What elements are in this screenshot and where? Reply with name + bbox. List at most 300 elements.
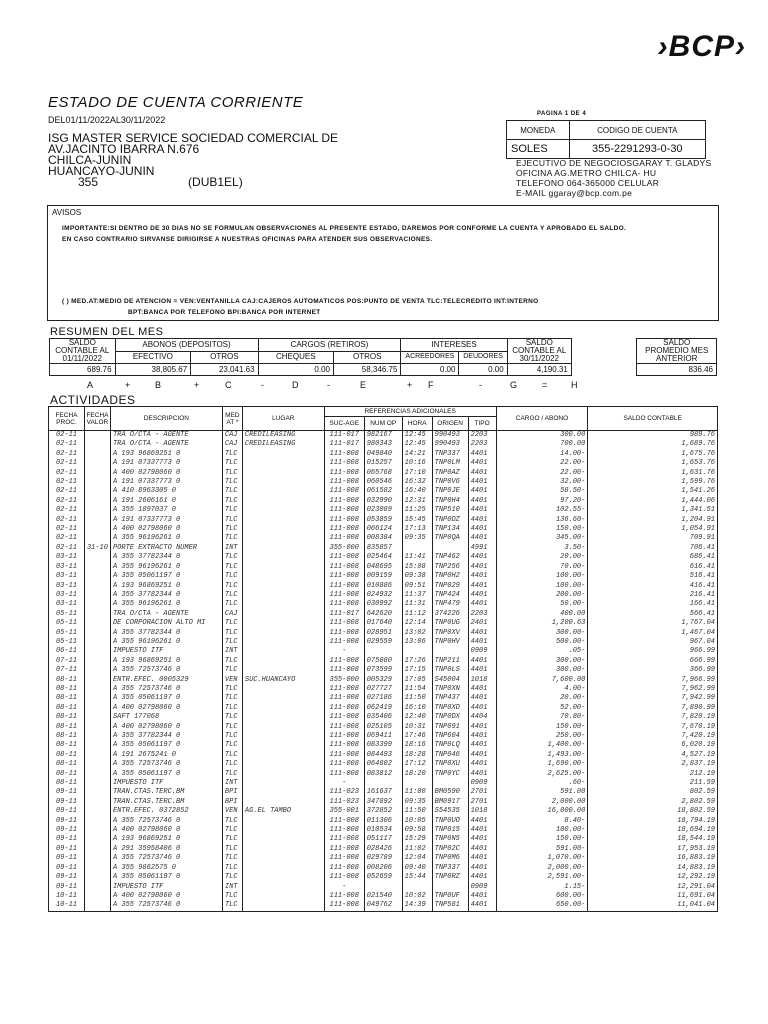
cell-num-op: 084493 — [364, 751, 402, 760]
cell-hora: 11:41 — [402, 553, 432, 562]
cell-fecha-valor — [84, 629, 110, 638]
cell-descripcion: A 191 07337773 0 — [110, 516, 222, 525]
table-row — [49, 873, 718, 882]
cell-num-op — [364, 779, 402, 788]
cell-lugar — [242, 600, 324, 609]
formula-symbol: + — [125, 380, 131, 390]
cell-tipo: 4401 — [468, 591, 496, 600]
cell-fecha-valor — [84, 591, 110, 600]
cell-hora: 13:06 — [402, 638, 432, 647]
cell-suc-age: 111-008 — [324, 685, 364, 694]
otros2-label: OTROS — [334, 351, 401, 364]
cell-hora: 12:31 — [402, 497, 432, 506]
cell-saldo: 11,041.04 — [588, 901, 718, 911]
cell-tipo: 4401 — [468, 751, 496, 760]
cell-num-op: 023089 — [364, 506, 402, 515]
cell-num-op: 025464 — [364, 553, 402, 562]
cell-tipo: 4401 — [468, 704, 496, 713]
cell-fecha-proc: 07-11 — [49, 666, 85, 675]
cell-hora: 17:12 — [402, 760, 432, 769]
cell-lugar: CREDILEASING — [242, 440, 324, 449]
cell-origen: TNP0QA — [432, 534, 468, 543]
table-row — [49, 741, 718, 750]
cell-med-at: INT — [222, 779, 242, 788]
cell-cargo-abono: 400.00 — [496, 610, 588, 619]
cell-hora: 09:58 — [402, 826, 432, 835]
cell-suc-age: 111-008 — [324, 572, 364, 581]
table-row — [49, 497, 718, 506]
table-row — [49, 544, 718, 553]
cell-num-op: 008206 — [364, 864, 402, 873]
cell-saldo: 1,444.06 — [588, 497, 718, 506]
cell-hora: 11:54 — [402, 685, 432, 694]
cell-origen: TNP0LM — [432, 459, 468, 468]
cell-cargo-abono: 100.00- — [496, 826, 588, 835]
cell-cargo-abono: 58.50- — [496, 487, 588, 496]
table-row — [49, 751, 718, 760]
cell-fecha-proc: 10-11 — [49, 901, 85, 911]
cell-fecha-proc: 02-11 — [49, 431, 85, 441]
cell-med-at: TLC — [222, 582, 242, 591]
cell-num-op: 027727 — [364, 685, 402, 694]
table-row — [49, 469, 718, 478]
cell-lugar: AG.EL TAMBO — [242, 807, 324, 816]
exec-phone: TELEFONO 064-365000 CELULAR — [516, 178, 660, 188]
cell-cargo-abono: 150.00- — [496, 723, 588, 732]
cell-hora: 16:10 — [402, 704, 432, 713]
cell-lugar — [242, 770, 324, 779]
cell-fecha-proc: 08-11 — [49, 732, 85, 741]
cell-num-op: 982167 — [364, 431, 402, 441]
cell-cargo-abono: 150.00- — [496, 835, 588, 844]
cell-tipo: 4401 — [468, 534, 496, 543]
cell-origen: TNP0DX — [432, 713, 468, 722]
cell-cargo-abono: 14.00- — [496, 450, 588, 459]
cell-saldo: 7,670.19 — [588, 723, 718, 732]
cell-origen: TNP029 — [432, 582, 468, 591]
cell-fecha-valor — [84, 582, 110, 591]
table-row — [49, 817, 718, 826]
cell-fecha-valor — [84, 807, 110, 816]
cell-saldo: 1,054.91 — [588, 525, 718, 534]
cell-hora: 09:35 — [402, 534, 432, 543]
cell-lugar — [242, 487, 324, 496]
cheques-label: CHEQUES — [258, 351, 333, 364]
cell-fecha-proc: 08-11 — [49, 723, 85, 732]
saldo-inicial-fecha: 01/11/2022 — [62, 354, 102, 363]
cell-suc-age: 111-008 — [324, 563, 364, 572]
cell-hora: 11:31 — [402, 600, 432, 609]
cell-hora: 12:45 — [402, 440, 432, 449]
cell-lugar — [242, 685, 324, 694]
cell-descripcion: A 355 72573746 0 — [110, 666, 222, 675]
cell-num-op: 011306 — [364, 817, 402, 826]
cell-descripcion: A 191 2675241 0 — [110, 751, 222, 760]
cell-med-at: TLC — [222, 629, 242, 638]
cell-origen: TNP0V6 — [432, 478, 468, 487]
cell-cargo-abono: 1,400.00- — [496, 741, 588, 750]
cell-med-at: TLC — [222, 600, 242, 609]
cell-fecha-valor — [84, 638, 110, 647]
cell-saldo: 16,883.19 — [588, 854, 718, 863]
table-row — [49, 854, 718, 863]
cell-tipo: 4401 — [468, 459, 496, 468]
cell-descripcion: A 355 37782344 0 — [110, 732, 222, 741]
cell-med-at: TLC — [222, 854, 242, 863]
cell-saldo: 18,544.19 — [588, 835, 718, 844]
cell-hora: 10:31 — [402, 723, 432, 732]
table-row — [49, 629, 718, 638]
cell-saldo: 706.41 — [588, 544, 718, 553]
cell-cargo-abono: 1,200.63 — [496, 619, 588, 628]
cell-cargo-abono: 16,000.00 — [496, 807, 588, 816]
table-row — [49, 901, 718, 911]
cell-fecha-valor — [84, 760, 110, 769]
cell-med-at: BPI — [222, 788, 242, 797]
table-row — [49, 553, 718, 562]
cell-cargo-abono: 2,625.00- — [496, 770, 588, 779]
cell-fecha-proc: 02-11 — [49, 497, 85, 506]
cell-saldo: 4,527.19 — [588, 751, 718, 760]
cell-saldo: 666.99 — [588, 657, 718, 666]
cell-lugar — [242, 779, 324, 788]
cell-fecha-proc: 02-11 — [49, 450, 85, 459]
cell-fecha-valor — [84, 685, 110, 694]
cell-lugar — [242, 741, 324, 750]
cell-num-op: 083399 — [364, 741, 402, 750]
cell-num-op: 027186 — [364, 694, 402, 703]
cell-fecha-valor — [84, 553, 110, 562]
cell-num-op: 049840 — [364, 450, 402, 459]
formula-symbol: D — [292, 380, 299, 390]
cell-cargo-abono: 2,591.00- — [496, 873, 588, 882]
saldo-inicial-label: SALDO CONTABLE AL — [55, 338, 110, 355]
codigo-value: 355-2291293-0-30 — [569, 140, 705, 159]
cell-suc-age: 111-008 — [324, 487, 364, 496]
cell-fecha-proc: 09-11 — [49, 788, 85, 797]
cell-cargo-abono: 500.00- — [496, 638, 588, 647]
cell-suc-age: 111-008 — [324, 469, 364, 478]
cell-descripcion: ENTR.EFEC. 0005329 — [110, 676, 222, 685]
cell-lugar — [242, 892, 324, 901]
cell-tipo: 4401 — [468, 901, 496, 911]
cell-fecha-proc: 08-11 — [49, 713, 85, 722]
exec-name: EJECUTIVO DE NEGOCIOSGARAY T. GLADYS — [516, 158, 712, 168]
table-row — [49, 826, 718, 835]
cell-saldo: 967.04 — [588, 638, 718, 647]
th-saldo: SALDO CONTABLE — [588, 407, 718, 431]
cell-fecha-proc: 09-11 — [49, 807, 85, 816]
cell-descripcion: A 400 02798060 0 — [110, 704, 222, 713]
otros-value: 23,041.63 — [191, 364, 258, 376]
cell-hora: 17:26 — [402, 657, 432, 666]
cell-num-op: 065768 — [364, 469, 402, 478]
cell-origen: TNP581 — [432, 901, 468, 911]
formula-symbol: A — [87, 380, 94, 390]
cell-descripcion: A 355 9862575 0 — [110, 864, 222, 873]
cell-cargo-abono: 1,493.00- — [496, 751, 588, 760]
cell-fecha-valor — [84, 892, 110, 901]
cell-med-at: TLC — [222, 864, 242, 873]
cell-fecha-valor — [84, 666, 110, 675]
cell-lugar — [242, 883, 324, 892]
cell-descripcion: A 400 02798060 0 — [110, 826, 222, 835]
cell-tipo: 4401 — [468, 506, 496, 515]
cell-med-at: TLC — [222, 534, 242, 543]
cell-hora: 17:46 — [402, 732, 432, 741]
cell-fecha-valor — [84, 779, 110, 788]
cell-descripcion: A 355 37782344 0 — [110, 629, 222, 638]
cell-origen: BM0590 — [432, 788, 468, 797]
cell-tipo: 4404 — [468, 713, 496, 722]
cell-cargo-abono: 345.00- — [496, 534, 588, 543]
table-row — [49, 647, 718, 656]
formula-symbol: G — [510, 380, 518, 390]
saldo-final-value: 4,190.31 — [507, 364, 571, 376]
cell-descripcion: A 193 96869251 0 — [110, 657, 222, 666]
cell-suc-age: - — [324, 779, 364, 788]
cell-lugar — [242, 647, 324, 656]
cell-descripcion: A 193 96869251 0 — [110, 582, 222, 591]
cell-origen: TNP0LS — [432, 666, 468, 675]
cell-origen: TNP479 — [432, 600, 468, 609]
cell-med-at: INT — [222, 647, 242, 656]
cell-hora: 11:50 — [402, 694, 432, 703]
cell-origen: TNP0UG — [432, 619, 468, 628]
cell-med-at: TLC — [222, 685, 242, 694]
cell-cargo-abono: 600.00- — [496, 892, 588, 901]
cell-num-op: 010886 — [364, 582, 402, 591]
cell-med-at: TLC — [222, 732, 242, 741]
cell-med-at: TLC — [222, 873, 242, 882]
cell-tipo: 1018 — [468, 807, 496, 816]
cell-cargo-abono: 32.00- — [496, 478, 588, 487]
cell-hora: 10:02 — [402, 892, 432, 901]
cell-med-at: INT — [222, 883, 242, 892]
cell-fecha-valor — [84, 534, 110, 543]
cell-descripcion: A 355 96196261 0 — [110, 638, 222, 647]
cell-suc-age: 111-008 — [324, 817, 364, 826]
cell-lugar — [242, 544, 324, 553]
avisos-text — [62, 223, 626, 245]
cell-num-op: 073599 — [364, 666, 402, 675]
cell-hora: 10:16 — [402, 459, 432, 468]
cell-lugar — [242, 553, 324, 562]
cell-tipo: 4401 — [468, 478, 496, 487]
cell-suc-age: 111-008 — [324, 704, 364, 713]
cell-cargo-abono: 8.40- — [496, 817, 588, 826]
cell-fecha-valor — [84, 723, 110, 732]
cell-fecha-valor — [84, 450, 110, 459]
cell-num-op: 051117 — [364, 835, 402, 844]
cell-fecha-proc: 02-11 — [49, 516, 85, 525]
cell-hora: 11:25 — [402, 506, 432, 515]
cell-descripcion: TRA O/CTA - AGENTE — [110, 610, 222, 619]
cell-descripcion: A 355 05061197 0 — [110, 741, 222, 750]
cell-lugar — [242, 610, 324, 619]
cell-suc-age: 111-008 — [324, 873, 364, 882]
cell-num-op: 029559 — [364, 638, 402, 647]
cell-tipo: 4401 — [468, 760, 496, 769]
cell-med-at: TLC — [222, 704, 242, 713]
cell-origen: TNP0RZ — [432, 873, 468, 882]
table-row — [49, 845, 718, 854]
cell-origen: TNP0XV — [432, 629, 468, 638]
cell-med-at: TLC — [222, 638, 242, 647]
cell-fecha-valor — [84, 600, 110, 609]
th-cargo-abono: CARGO / ABONO — [496, 407, 588, 431]
cell-cargo-abono: 100.00- — [496, 582, 588, 591]
cell-hora: 11:00 — [402, 788, 432, 797]
cell-origen: TNP0XD — [432, 704, 468, 713]
cell-saldo: 18,802.59 — [588, 807, 718, 816]
cell-suc-age: 111-008 — [324, 760, 364, 769]
cell-suc-age: 111-008 — [324, 459, 364, 468]
cell-origen — [432, 544, 468, 553]
saldo-final-fecha: 30/11/2022 — [519, 354, 559, 363]
cell-num-op: 005329 — [364, 676, 402, 685]
cell-num-op: 015257 — [364, 459, 402, 468]
cell-suc-age: 111-008 — [324, 497, 364, 506]
client-code-line — [48, 177, 338, 188]
cell-cargo-abono: .05- — [496, 647, 588, 656]
cell-descripcion: A 355 96196261 0 — [110, 563, 222, 572]
cell-tipo: 2701 — [468, 788, 496, 797]
cell-fecha-proc: 08-11 — [49, 770, 85, 779]
cell-fecha-proc: 03-11 — [49, 600, 85, 609]
cell-saldo: 366.99 — [588, 666, 718, 675]
table-row — [49, 487, 718, 496]
cell-med-at: TLC — [222, 619, 242, 628]
cell-fecha-valor — [84, 431, 110, 441]
cell-fecha-valor: 31-10 — [84, 544, 110, 553]
cell-hora: 13:02 — [402, 629, 432, 638]
table-row — [49, 610, 718, 619]
cell-tipo: 4401 — [468, 732, 496, 741]
cell-lugar — [242, 864, 324, 873]
cell-descripcion: A 355 96196261 0 — [110, 534, 222, 543]
cell-origen: TNP211 — [432, 657, 468, 666]
table-row — [49, 506, 718, 515]
th-fecha-valor: FECHA VALOR — [84, 407, 110, 431]
cell-tipo: 4401 — [468, 864, 496, 873]
cell-cargo-abono: 250.00- — [496, 732, 588, 741]
cell-fecha-proc: 03-11 — [49, 553, 85, 562]
cell-hora: 15:29 — [402, 835, 432, 844]
cell-hora: 15:08 — [402, 563, 432, 572]
cell-saldo: 18,694.19 — [588, 826, 718, 835]
page-title: ESTADO DE CUENTA CORRIENTE — [48, 94, 304, 111]
table-row — [49, 638, 718, 647]
cell-hora: 17:15 — [402, 666, 432, 675]
cell-saldo: 212.19 — [588, 770, 718, 779]
cell-saldo: 686.41 — [588, 553, 718, 562]
cell-med-at: TLC — [222, 553, 242, 562]
cell-descripcion: A 355 72573746 0 — [110, 854, 222, 863]
cell-lugar — [242, 854, 324, 863]
table-row — [49, 892, 718, 901]
cell-lugar — [242, 450, 324, 459]
cell-tipo: 4401 — [468, 873, 496, 882]
cell-descripcion: A 400 02798060 0 — [110, 723, 222, 732]
cell-med-at: TLC — [222, 525, 242, 534]
cell-hora: 14:39 — [402, 901, 432, 911]
formula-symbol: - — [327, 380, 330, 390]
cell-saldo: 802.59 — [588, 788, 718, 797]
cell-saldo: 966.99 — [588, 647, 718, 656]
cell-tipo: 4401 — [468, 572, 496, 581]
cell-fecha-proc: 08-11 — [49, 760, 85, 769]
cell-suc-age: 111-008 — [324, 892, 364, 901]
cell-fecha-valor — [84, 469, 110, 478]
table-row — [49, 591, 718, 600]
cell-origen: TNP0UF — [432, 892, 468, 901]
cell-num-op — [364, 647, 402, 656]
cell-descripcion: A 355 37782344 0 — [110, 553, 222, 562]
cell-saldo: 616.41 — [588, 563, 718, 572]
cell-suc-age: - — [324, 647, 364, 656]
cell-origen: TNP02C — [432, 845, 468, 854]
cell-tipo: 4401 — [468, 854, 496, 863]
formula-symbol: - — [261, 380, 264, 390]
cell-fecha-proc: 05-11 — [49, 638, 85, 647]
cell-suc-age: 111-008 — [324, 732, 364, 741]
cell-fecha-proc: 02-11 — [49, 440, 85, 449]
moneda-value: SOLES — [507, 140, 570, 159]
client-address-line: AV.JACINTO IBARRA N.676 — [48, 142, 200, 156]
cell-origen: TNP0LQ — [432, 741, 468, 750]
cell-cargo-abono: 591.00- — [496, 845, 588, 854]
cell-hora: 14:21 — [402, 450, 432, 459]
cell-tipo: 4401 — [468, 685, 496, 694]
cell-suc-age: 111-008 — [324, 666, 364, 675]
cell-fecha-valor — [84, 572, 110, 581]
cell-num-op: 052659 — [364, 873, 402, 882]
cell-tipo: 2203 — [468, 610, 496, 619]
th-suc-age: SUC-AGE — [324, 417, 364, 431]
cell-fecha-valor — [84, 704, 110, 713]
cell-fecha-valor — [84, 713, 110, 722]
cell-suc-age: 111-008 — [324, 525, 364, 534]
formula-symbol: C — [225, 380, 232, 390]
cell-cargo-abono: 2,000.00 — [496, 798, 588, 807]
cell-tipo: 4401 — [468, 629, 496, 638]
cell-lugar — [242, 835, 324, 844]
cell-cargo-abono: 1,690.00- — [496, 760, 588, 769]
cell-origen: TNP0DZ — [432, 516, 468, 525]
cell-origen: TNP437 — [432, 694, 468, 703]
cell-descripcion: DE CORPORACION ALTO MI — [110, 619, 222, 628]
cell-descripcion: A 355 72573746 0 — [110, 760, 222, 769]
cell-cargo-abono: 1.15- — [496, 883, 588, 892]
cell-lugar — [242, 873, 324, 882]
cell-saldo: 566.41 — [588, 610, 718, 619]
actividades-title: ACTIVIDADES — [50, 393, 136, 407]
cell-med-at: TLC — [222, 713, 242, 722]
cell-tipo: 4401 — [468, 845, 496, 854]
cell-fecha-proc: 08-11 — [49, 751, 85, 760]
cell-saldo: 1,767.04 — [588, 619, 718, 628]
cell-tipo: 4401 — [468, 835, 496, 844]
cell-lugar — [242, 723, 324, 732]
cell-hora: 12:04 — [402, 854, 432, 863]
cell-origen: TNP337 — [432, 864, 468, 873]
cell-num-op: 083812 — [364, 770, 402, 779]
cell-med-at: TLC — [222, 845, 242, 854]
cell-hora: 17:13 — [402, 525, 432, 534]
cell-saldo: 166.41 — [588, 600, 718, 609]
cell-fecha-proc: 09-11 — [49, 798, 85, 807]
